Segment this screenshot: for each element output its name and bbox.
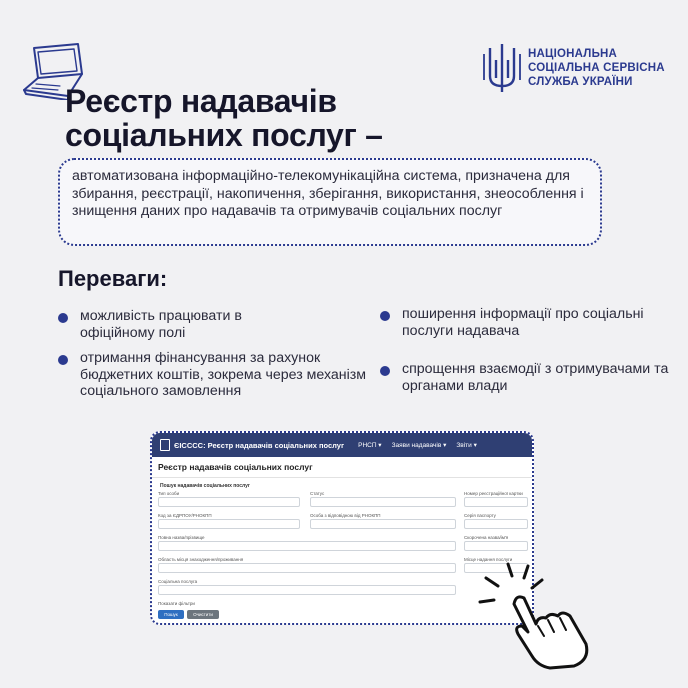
list-item [380, 361, 688, 394]
description-box: автоматизована інформаційно-телекомунікаційна система, призначена для збирання, реєстрації, накопичення, зберігання, використання, знеособлення і знищення даних про надавачів та отримувачів соціальних послуг [58, 158, 602, 246]
app-body [152, 457, 532, 623]
edrpou-input[interactable] [158, 519, 300, 529]
page-title [65, 84, 485, 152]
type-label: Тип особи [158, 491, 180, 496]
service-label: Соціальна послуга [158, 579, 198, 584]
trident-logo-icon [482, 40, 522, 96]
reg-card-input[interactable] [464, 497, 528, 507]
responsible-label: Особа з відповідною від РНОКПП [310, 513, 381, 518]
bullet-icon [380, 366, 390, 376]
logo-text [528, 47, 665, 89]
list-item [58, 308, 320, 341]
type-select[interactable] [158, 497, 300, 507]
bullet-icon [58, 355, 68, 365]
registry-screenshot [150, 431, 534, 625]
menu-item-rnsp[interactable]: РНСП ▾ [358, 442, 382, 449]
short-name-label: Скорочена назва/ім'я [464, 535, 509, 540]
full-name-label: Повна назва/прізвище [158, 535, 205, 540]
menu-item-reports[interactable]: Звіти ▾ [456, 442, 477, 449]
short-name-input[interactable] [464, 541, 528, 551]
menu-item-applications[interactable]: Заяви надавачів ▾ [391, 442, 447, 449]
bullet-icon [58, 313, 68, 323]
logo-line: СОЦІАЛЬНА СЕРВІСНА [528, 62, 665, 74]
region-label: Область місця знаходження/проживання [158, 557, 244, 562]
pointing-hand-icon [478, 560, 598, 670]
advantage-text: спрощення взаємодії з отримувачами та органами влади [402, 361, 669, 394]
logo-line: СЛУЖБА УКРАЇНИ [528, 76, 633, 88]
status-select[interactable] [310, 497, 456, 507]
service-input[interactable] [158, 585, 456, 595]
app-title: ЄІСССС: Реєстр надавачів соціальних послуг [174, 440, 345, 450]
app-header-bar [152, 433, 532, 457]
list-item [58, 350, 380, 400]
clear-button[interactable]: Очистити [187, 610, 219, 619]
advantages-heading: Переваги: [58, 266, 168, 291]
app-brand[interactable] [160, 439, 344, 451]
list-item [380, 306, 652, 339]
reg-card-label: Номер реєстраційної картки [464, 491, 523, 496]
region-input[interactable] [158, 563, 456, 573]
filters-checkbox-label[interactable]: Показати фільтри [158, 601, 195, 606]
title-line-2: соціальних послуг – [65, 117, 383, 153]
logo-line: НАЦІОНАЛЬНА [528, 48, 618, 60]
crest-icon [160, 439, 170, 451]
status-label: Статус [310, 491, 325, 496]
passport-label: Серія паспорту [464, 513, 496, 518]
full-name-input[interactable] [158, 541, 456, 551]
bullet-icon [380, 311, 390, 321]
title-line-1: Реєстр надавачів [65, 83, 337, 119]
responsible-select[interactable] [310, 519, 456, 529]
nsss-logo [482, 40, 672, 96]
passport-input[interactable] [464, 519, 528, 529]
search-button[interactable]: Пошук [158, 610, 184, 619]
search-section-title: Пошук надавачів соціальних послуг [160, 483, 251, 489]
advantage-text: отримання фінансування за рахунок бюджетних коштів, зокрема через механізм соціального замовлення [80, 350, 367, 399]
advantage-text: можливість працювати в офіційному полі [80, 308, 242, 341]
app-page-heading: Реєстр надавачів соціальних послуг [152, 457, 532, 478]
edrpou-label: Код за ЄДРПОУ/РНОКПП [158, 513, 212, 518]
place-label: Місце надання послуги [464, 557, 513, 562]
advantage-text: поширення інформації про соціальні послуги надавача [402, 306, 644, 339]
